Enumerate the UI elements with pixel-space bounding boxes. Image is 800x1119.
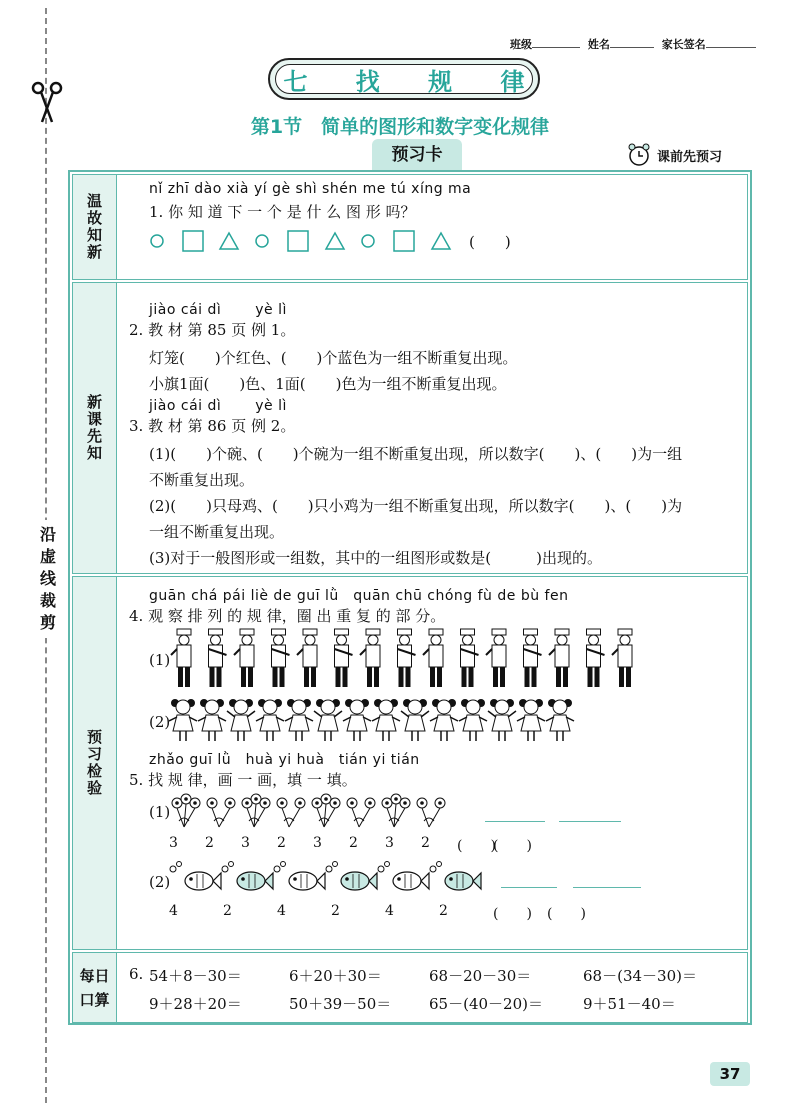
q4-row1-label: (1)	[149, 651, 171, 669]
q5-row1-label: (1)	[149, 803, 171, 821]
soldier-figure	[272, 629, 290, 687]
girl-figure	[430, 699, 458, 741]
triangle-shape	[326, 233, 344, 249]
square-shape	[288, 231, 308, 251]
circle-shape	[151, 235, 163, 247]
q5-row2-numbers	[169, 903, 639, 923]
q4-pinyin: guān chá pái liè de guī lǜ quān chū chóng fù de bù fen	[149, 588, 569, 604]
review-section	[72, 174, 748, 280]
soldier-figure	[549, 629, 569, 687]
flower-bunch	[207, 798, 235, 827]
calc-item-5[interactable]: 9＋28＋20＝	[149, 995, 242, 1013]
q3-pinyin: jiào cái dì yè lì	[149, 398, 287, 414]
soldier-figure	[297, 629, 317, 687]
cut-along-line-label: 沿虚线裁剪	[37, 520, 59, 638]
q2-line2: 小旗1面( )色、1面( )色为一组不断重复出现。	[149, 375, 507, 393]
calc-item-6[interactable]: 50＋39－50＝	[289, 995, 392, 1013]
calc-item-2[interactable]: 6＋20＋30＝	[289, 967, 382, 985]
daily-calc-label: 每日口算	[73, 953, 117, 1022]
q2-pinyin: jiào cái dì yè lì	[149, 302, 287, 318]
new-lesson-section	[72, 282, 748, 574]
girl-figure	[343, 699, 371, 741]
square-shape	[183, 231, 203, 251]
fish	[170, 862, 221, 891]
name-field[interactable]	[610, 37, 654, 48]
number-label: 4	[277, 903, 286, 919]
girl-figure	[314, 699, 342, 741]
q5-row1-draw-line-1[interactable]	[485, 821, 545, 822]
circle-shape	[362, 235, 374, 247]
fish	[378, 862, 429, 891]
q3-line2b: 一组不断重复出现。	[149, 523, 285, 541]
parent-sign-field[interactable]	[706, 37, 756, 48]
girl-figure	[256, 699, 284, 741]
q2-line1: 灯笼( )个红色、( )个蓝色为一组不断重复出现。	[149, 349, 518, 367]
calc-item-1[interactable]: 54＋8－30＝	[149, 967, 242, 985]
triangle-shape	[432, 233, 450, 249]
chapter-banner	[268, 58, 545, 100]
q5-text: 5. 找 规 律，画 一 画，填 一 填。	[129, 771, 357, 789]
number-label: 2	[277, 835, 286, 851]
q3-line1: (1)( )个碗、( )个碗为一组不断重复出现，所以数字( )、( )为一组	[149, 445, 683, 463]
review-label: 温故知新	[73, 175, 117, 279]
girl-figure	[401, 699, 429, 741]
number-label: 2	[439, 903, 448, 919]
soldier-figure	[398, 629, 416, 687]
parent-sign-label: 家长签名	[661, 38, 706, 51]
new-lesson-label: 新课先知	[73, 283, 117, 573]
header-fields	[510, 36, 756, 52]
q3-line1b: 不断重复出现。	[149, 471, 255, 489]
triangle-shape	[220, 233, 238, 249]
circle-shape	[256, 235, 268, 247]
girl-figure	[198, 699, 226, 741]
shape-sequence	[149, 229, 479, 253]
number-label: 3	[241, 835, 250, 851]
soldier-figure	[524, 629, 542, 687]
flower-bunch	[417, 798, 445, 827]
girl-figure-row[interactable]	[169, 695, 589, 745]
number-label: 2	[205, 835, 214, 851]
q4-text: 4. 观 察 排 列 的 规 律，圈 出 重 复 的 部 分。	[129, 607, 446, 625]
q6-label: 6.	[129, 965, 144, 983]
preview-check-section	[72, 576, 748, 950]
q1-pinyin: nǐ zhī dào xià yí gè shì shén me tú xíng ma	[149, 181, 472, 197]
soldier-figure	[461, 629, 479, 687]
number-label: 3	[385, 835, 394, 851]
flower-bunch	[172, 794, 200, 827]
q5-row1-draw-line-2[interactable]	[559, 821, 621, 822]
flower-bunch	[242, 794, 270, 827]
soldier-figure	[171, 629, 191, 687]
fish	[430, 862, 481, 891]
soldier-figure	[587, 629, 605, 687]
number-label: 2	[421, 835, 430, 851]
section-title: 第1节 简单的图形和数字变化规律	[250, 116, 550, 138]
soldier-figure	[234, 629, 254, 687]
girl-figure	[517, 699, 545, 741]
soldier-figure	[423, 629, 443, 687]
flower-bunch	[382, 794, 410, 827]
class-field[interactable]	[532, 37, 580, 48]
card-title: 预习卡	[372, 139, 462, 171]
q1-answer-blank[interactable]: ( )	[469, 233, 511, 251]
girl-figure	[488, 699, 516, 741]
number-label: 3	[169, 835, 178, 851]
q5-row2-draw-line-2[interactable]	[573, 887, 641, 888]
soldier-figure	[360, 629, 380, 687]
q5-row2-label: (2)	[149, 873, 171, 891]
q5-row1-numbers	[169, 835, 609, 855]
preview-badge	[626, 142, 722, 168]
number-answer-blank[interactable]: ( )	[493, 838, 532, 854]
girl-figure	[459, 699, 487, 741]
number-answer-blank[interactable]: ( )	[493, 906, 532, 922]
number-label: 2	[223, 903, 232, 919]
q3-line2: (2)( )只母鸡、( )只小鸡为一组不断重复出现，所以数字( )、( )为	[149, 497, 683, 515]
q4-row2-label: (2)	[149, 713, 171, 731]
class-label: 班级	[510, 38, 532, 51]
q2-text: 2. 教 材 第 85 页 例 1。	[129, 321, 296, 339]
girl-figure	[546, 699, 574, 741]
calc-item-7[interactable]: 65－(40－20)＝	[429, 995, 543, 1013]
girl-figure	[372, 699, 400, 741]
girl-figure	[227, 699, 255, 741]
preview-card	[68, 170, 752, 1025]
soldier-figure-row[interactable]	[169, 627, 649, 693]
q5-row2-draw-line-1[interactable]	[501, 887, 557, 888]
square-shape	[394, 231, 414, 251]
soldier-figure	[209, 629, 227, 687]
number-label: 2	[349, 835, 358, 851]
name-label: 姓名	[587, 38, 610, 51]
flower-bunch	[277, 798, 305, 827]
number-label: 3	[313, 835, 322, 851]
soldier-figure	[486, 629, 506, 687]
page-number: 37	[710, 1062, 750, 1086]
preview-badge-label: 课前先预习	[657, 149, 723, 165]
calc-item-3[interactable]: 68－20－30＝	[429, 967, 532, 985]
number-label: 4	[169, 903, 178, 919]
calc-item-4[interactable]: 68－(34－30)＝	[583, 967, 697, 985]
soldier-figure	[335, 629, 353, 687]
soldier-figure	[612, 629, 632, 687]
preview-check-label: 预习检验	[73, 577, 117, 949]
chapter-title: 七 找 规 律	[283, 67, 545, 96]
number-label: 2	[331, 903, 340, 919]
calc-item-8[interactable]: 9＋51－40＝	[583, 995, 676, 1013]
flower-bunch	[312, 794, 340, 827]
q3-text: 3. 教 材 第 86 页 例 2。	[129, 417, 296, 435]
fish-figure-row	[169, 859, 489, 895]
flower-figure-row	[169, 791, 469, 831]
number-answer-blank[interactable]: ( )	[547, 906, 586, 922]
flower-bunch	[347, 798, 375, 827]
number-label: 4	[385, 903, 394, 919]
girl-figure	[169, 699, 197, 741]
number-answer-blank[interactable]: ( )	[457, 838, 496, 854]
fish	[222, 862, 273, 891]
daily-calc-section	[72, 952, 748, 1023]
q1-text: 1. 你 知 道 下 一 个 是 什 么 图 形 吗？	[149, 203, 416, 221]
q5-pinyin: zhǎo guī lǜ huà yi huà tián yi tián	[149, 752, 420, 768]
girl-figure	[285, 699, 313, 741]
fish	[326, 862, 377, 891]
alarm-clock-icon	[626, 142, 652, 168]
q3-line3: (3)对于一般图形或一组数，其中的一组图形或数是( )出现的。	[149, 549, 602, 567]
fish	[274, 862, 325, 891]
